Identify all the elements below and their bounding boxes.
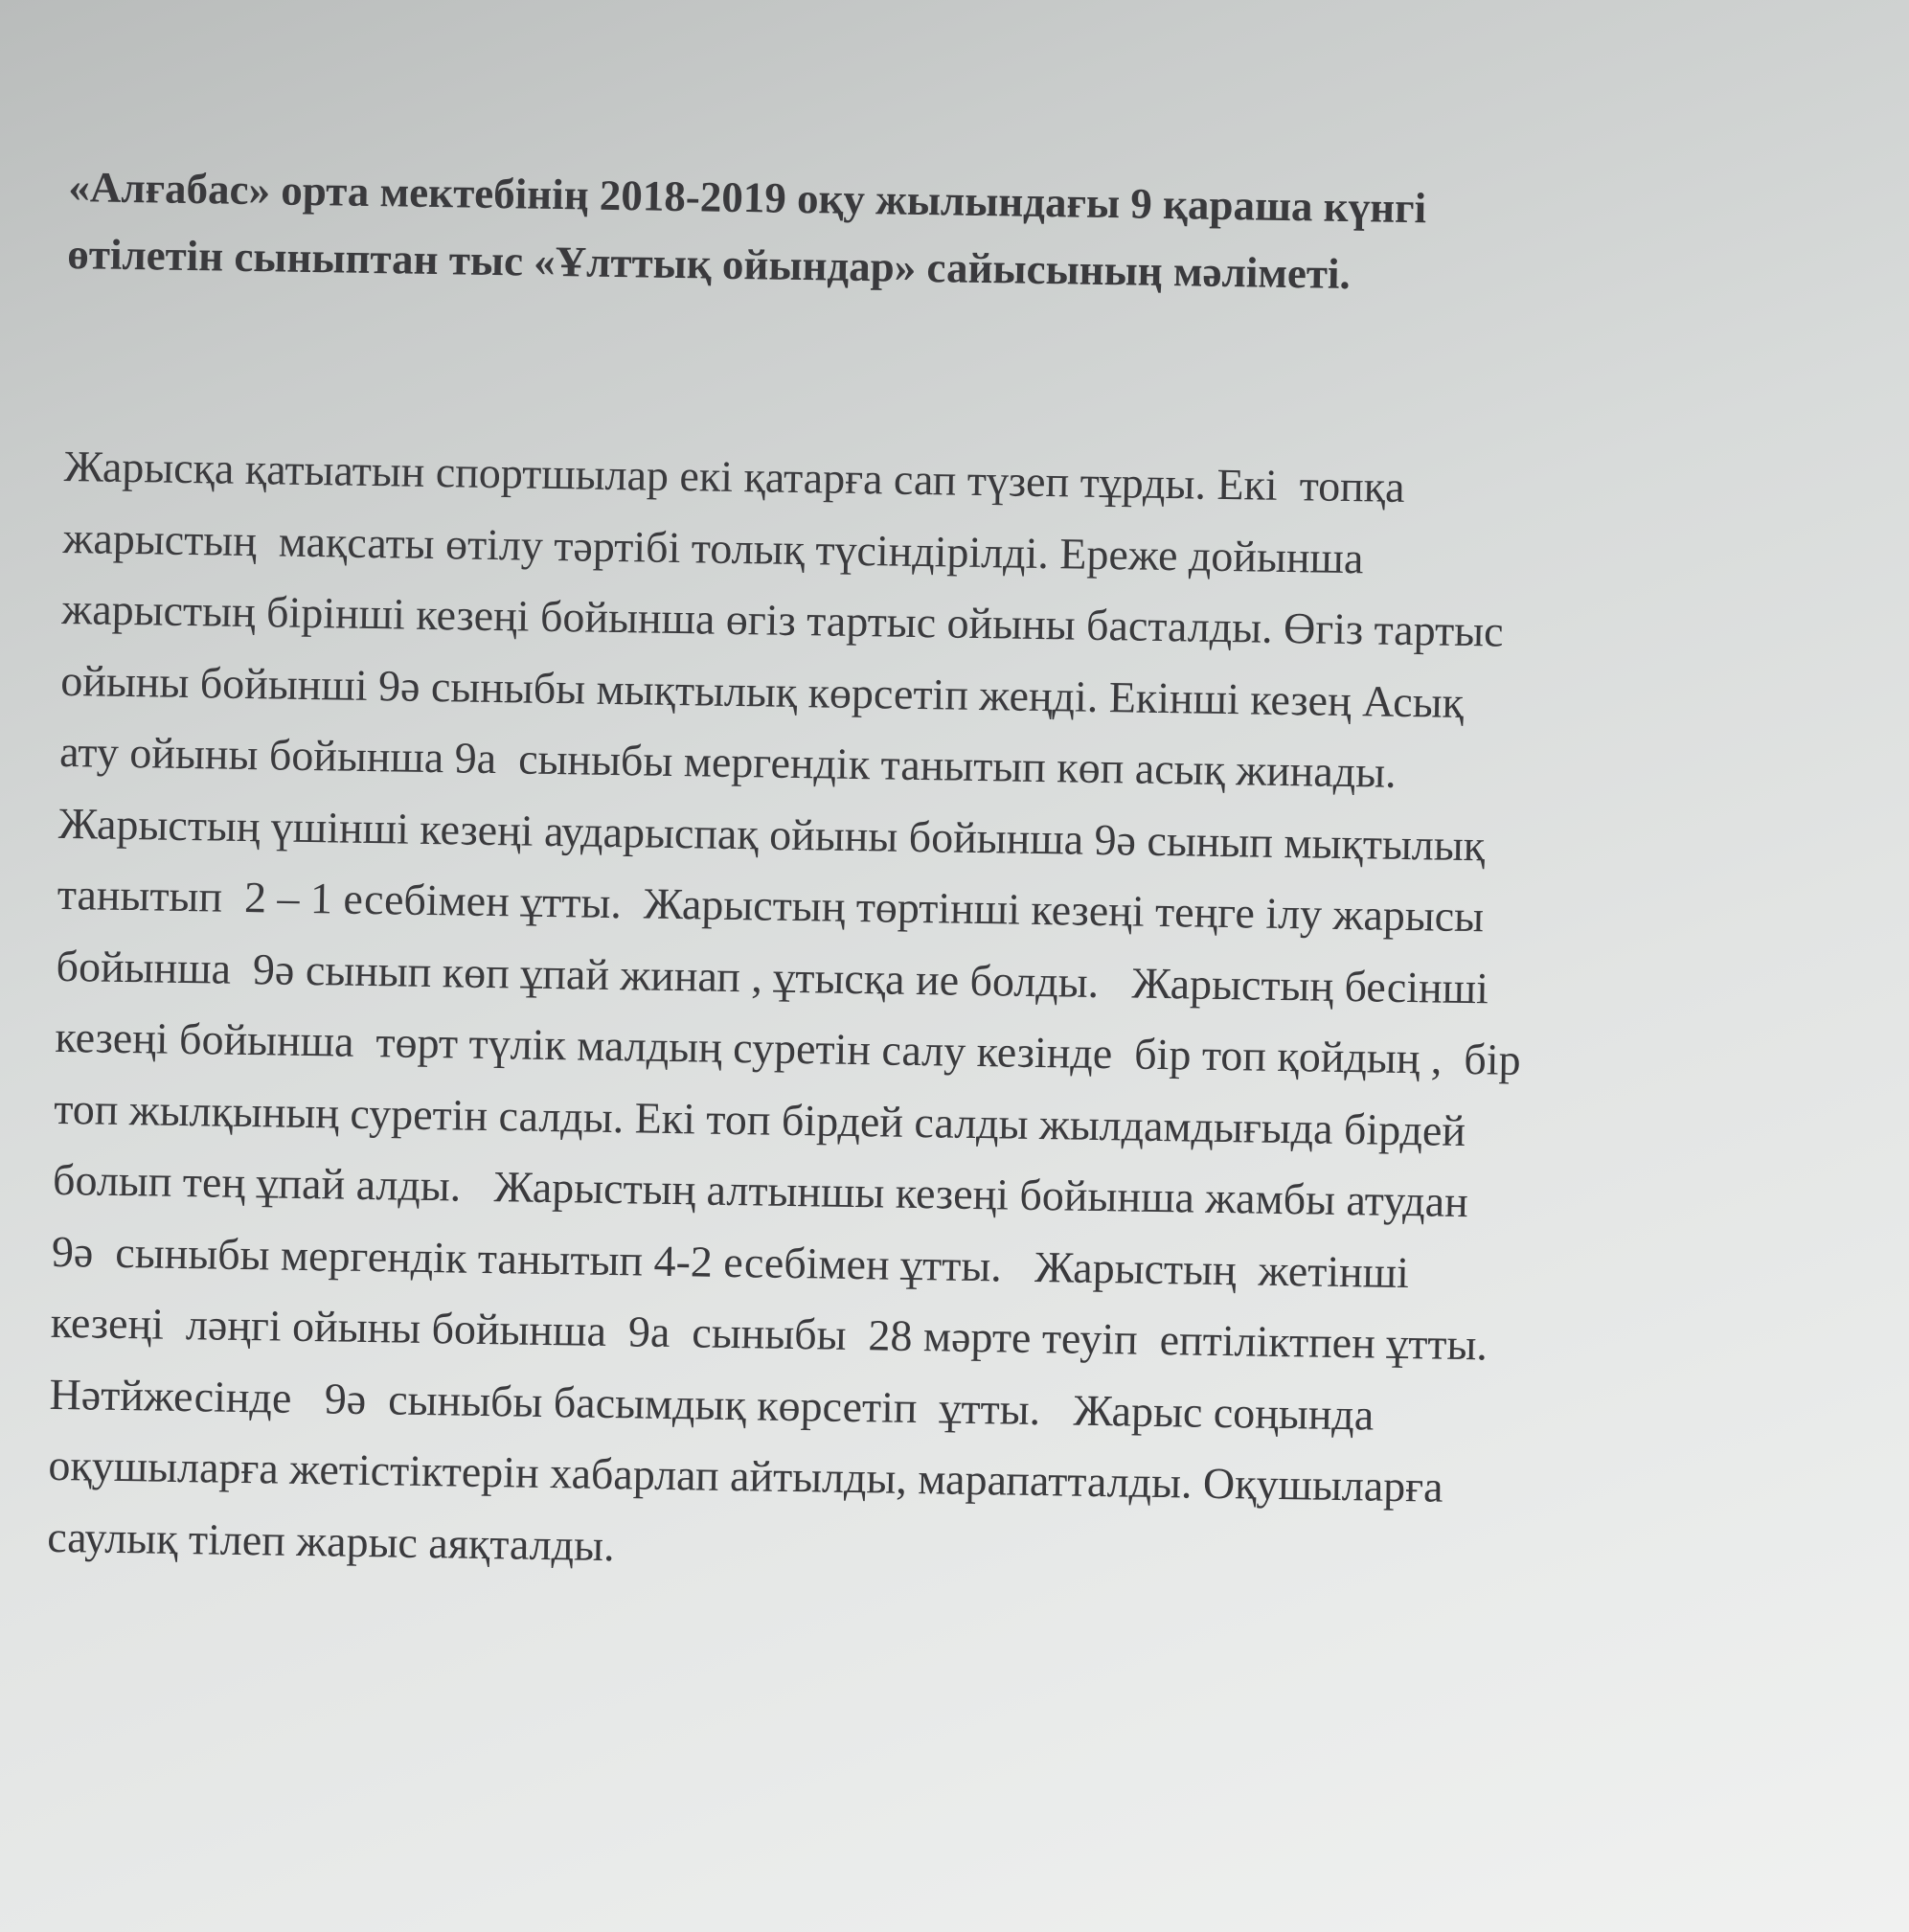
document-body (47, 431, 1865, 1601)
document-page (47, 153, 1870, 1601)
body-line: ойыны бойынші 9ә сыныбы мықтылық көрсетіп жеңді. Екінші кезең Асық (59, 655, 1465, 727)
body-line: кезеңі ләңгі ойыны бойынша 9а сыныбы 28 мәрте теуіп ептіліктпен ұтты. (50, 1297, 1489, 1370)
body-line: бойынша 9ә сынып көп ұпай жинап , ұтысқа ие болды. Жарыстың бесінші (56, 941, 1489, 1012)
body-line: болып тең ұпай алды. Жарыстың алтыншы кезеңі бойынша жамбы атудан (52, 1154, 1469, 1227)
heading-line: «Алғабас» орта мектебінің 2018-2019 оқу жылындағы 9 қараша күнгі (68, 162, 1427, 233)
body-line: саулық тілеп жарыс аяқталды. (46, 1512, 615, 1570)
body-line: топ жылқының суретін салды. Екі топ бірдей салды жылдамдығыда бірдей (53, 1083, 1466, 1155)
body-line: Жарысқа қатыатын спортшылар екі қатарға сап түзеп тұрды. Екі топқа (63, 441, 1405, 511)
body-line: ату ойыны бойынша 9а сыныбы мергендік танытып көп асық жинады. (58, 726, 1398, 797)
body-line: жарыстың бірінші кезеңі бойынша өгіз тартыс ойыны басталды. Өгіз тартыс (61, 583, 1504, 656)
heading-line: өтілетін сыныптан тыс «Ұлттық ойындар» сайысының мәліметі. (66, 229, 1352, 299)
body-line: кезеңі бойынша төрт түлік малдың суретін салу кезінде бір топ қойдың , бір (55, 1011, 1521, 1084)
body-line: 9ә сыныбы мергендік танытып 4-2 есебімен ұтты. Жарыстың жетінші (51, 1226, 1410, 1297)
body-line: жарыстың мақсаты өтілу тәртібі толық түсіндірілді. Ереже дойынша (62, 512, 1364, 582)
body-line: Нәтйжесінде 9ә сыныбы басымдық көрсетіп ұтты. Жарыс соңында (49, 1369, 1375, 1440)
body-line: Жарыстың үшінші кезеңі аударыспақ ойыны бойынша 9ә сынып мықтылық (57, 798, 1486, 870)
body-line: танытып 2 – 1 есебімен ұтты. Жарыстың төртінші кезеңі теңге ілу жарысы (57, 869, 1485, 942)
document-heading (67, 153, 1870, 316)
body-line: оқушыларға жетістіктерін хабарлап айтылды, марапатталды. Оқушыларға (48, 1440, 1443, 1512)
